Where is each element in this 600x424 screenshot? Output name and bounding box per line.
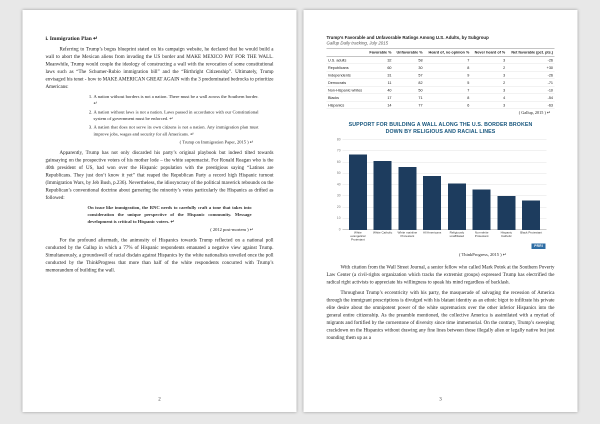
x-axis-label: White mainline Protestant: [397, 231, 418, 238]
table-cell: 32: [366, 56, 393, 64]
table-row: [327, 101, 555, 109]
table-column-header: Net favorable (pct. pts.): [507, 49, 555, 57]
bar-5: [448, 184, 466, 230]
list-item-1: 1. A nation without borders is not a nation. There must be a wall across the Southern border. ↵: [94, 94, 259, 107]
bar-4: [423, 176, 441, 230]
section-heading: i. Immigration Plan ↵: [45, 35, 98, 42]
table-cell: 58: [393, 56, 424, 64]
y-axis-label: 20: [336, 205, 341, 209]
table-cell: 3: [471, 101, 507, 109]
table-row-label: Non-Hispanic whites: [327, 86, 367, 94]
table-column-header: Never heard of %: [471, 49, 507, 57]
table-row: [327, 86, 555, 94]
table-cell: 7: [424, 56, 471, 64]
table-cell: 7: [424, 86, 471, 94]
table-cell: 60: [366, 64, 393, 72]
chart-plot-area: [336, 137, 547, 232]
table-cell: 2: [471, 64, 507, 72]
paragraph-gallup-poll: For the profound aftermath, the animosity of Hispanics towards Trump reflected on a national poll conducted by the Gallup in which a 77% of Hispanic respondents emanated a negative view against Trump. Simultaneously, a groundswell of racial disdain against Hispanics by the white nationalists unveiled once the poll conducted by the ThinkProgress that more than half of the white respondents concurred with Trump’s memorandum of building the wall.: [45, 237, 274, 274]
y-axis-label: 30: [336, 194, 341, 198]
table-column-header: Favorable %: [366, 49, 393, 57]
chart-x-axis-labels: [343, 231, 547, 241]
table-row-label: Hispanics: [327, 101, 367, 109]
bar-2: [374, 161, 392, 230]
x-axis-label: Religiously unaffiliated: [449, 231, 465, 238]
table-cell: 5: [424, 79, 471, 87]
table-cell: 11: [366, 79, 393, 87]
table-cell: -26: [507, 71, 555, 79]
table-cell: -63: [507, 101, 555, 109]
x-axis-label: White Catholic: [372, 231, 393, 235]
table-cell: -10: [507, 86, 555, 94]
table-row: [327, 79, 555, 87]
table-cell: 6: [424, 101, 471, 109]
chart-title: SUPPORT FOR BUILDING A WALL ALONG THE U.S. BORDER BROKEN DOWN BY RELIGIOUS AND RACIAL LINES: [348, 121, 533, 135]
table-cell: 57: [393, 71, 424, 79]
block-quote-rnc: On issue like immigration, the RNC needs to carefully craft a tone that takes into consideration the unique perspective of the Hispanic community. Message development is critical to Hispanic voters. ↵: [87, 205, 252, 224]
page-number-left: 2: [158, 396, 161, 402]
bar-1: [349, 154, 367, 229]
table-row-label: Democrats: [327, 79, 367, 87]
y-axis-label: 0: [338, 227, 341, 232]
table-cell: 3: [471, 71, 507, 79]
y-axis-label: 70: [336, 149, 341, 153]
table-row: [327, 56, 555, 64]
x-axis-label: White evangelical Protestant: [350, 231, 366, 242]
table-cell: 4: [471, 94, 507, 102]
table-row: [327, 64, 555, 72]
table-cell: 17: [366, 94, 393, 102]
table-column-header: Heard of, no opinion %: [424, 49, 471, 57]
poll-table-title-line1: Trump’s Favorable and Unfavorable Ratings Among U.S. Adults, by Subgroup: [326, 35, 489, 40]
bar-3: [398, 167, 416, 230]
list-item-2: 2. A nation without laws is not a nation. Laws passed in accordance with our Constitutional system of government must be enforced. ↵: [94, 109, 259, 122]
y-axis-label: 80: [336, 137, 341, 142]
table-cell: 30: [393, 64, 424, 72]
x-axis-label: Black Protestant: [520, 231, 543, 235]
table-cell: 3: [471, 56, 507, 64]
table-cell: 14: [366, 101, 393, 109]
y-axis-label: 10: [336, 216, 341, 221]
poll-table-title-line2: Gallup Daily tracking, July 2015: [326, 40, 389, 46]
poll-table-title: [327, 35, 555, 46]
table-cell: 9: [424, 71, 471, 79]
y-axis-label: 60: [336, 160, 341, 164]
table-cell: 82: [393, 79, 424, 87]
favorability-poll-table: [327, 48, 555, 109]
table-cell: 8: [424, 94, 471, 102]
chart-logo-row: [329, 244, 546, 250]
x-axis-label: Non-white Protestant: [474, 231, 489, 238]
table-row-label: Republicans: [327, 64, 367, 72]
y-axis-label: 50: [336, 171, 341, 176]
page-number-right: 3: [439, 396, 442, 402]
table-row: [327, 71, 555, 79]
paragraph-campaign-blueprint: Referring to Trump’s bogus blueprint stated on his campaign website, he declared that he would build a wall to abort the Mexican aliens from invading the US border and MAKE MEXICO PAY FOR THE WALL. Meanwhile, Trump would couple the ideology of constructing a wall with the revocation of some constitutional laws such as “The Schumer-Rubio immigration bill” and the “Birthright Citizenship”. Ultimately, Trump envisaged his tenet - how to MAKE AMERICAN GREAT AGAIN with the 3 predominated bedrocks to prioritize Americans:: [45, 46, 274, 90]
table-cell: 3: [471, 86, 507, 94]
chart-source-logo: PRRI: [532, 244, 546, 250]
table-row-label: Independents: [327, 71, 367, 79]
paragraph-wsj: With citation from the Wall Street Journal, a senior fellow who called Mark Potok at the Southern Poverty Law Center (a civil-rights organization which tracks the extremist groups) expressed Trump has electrified the radical right activists to appreciate his willingness to speak his mind regardless of backlash.: [326, 264, 555, 286]
citation-immigration-paper: ( Trump on Immigration Paper, 2015 ) ↵: [179, 139, 254, 145]
wall-support-bar-chart: [329, 122, 553, 249]
table-cell: 2: [471, 79, 507, 87]
table-cell: 31: [366, 71, 393, 79]
x-axis-label: Hispanic Catholic: [500, 231, 513, 238]
immigration-principles-list: [88, 94, 259, 138]
table-row: [327, 94, 555, 102]
table-column-header: Unfavorable %: [393, 49, 424, 57]
table-header-row: [327, 49, 555, 57]
paragraph-eccentricity: Throughout Trump’s eccentricity with his party, the masquerade of salvaging the recession of America through the immigrant prescriptions is divulged with his blatant identity as an ethnic bigot to infiltrate his private elite desire about the omnipotent power of the white supremacists over the other inferior Hispanics into the general entire citizenship. As the preamble mentioned, the collective America is assimilated with a myriad of migrants and fortified by the cornerstone of diversity since time immemorial. On the contrary, Trump’s sweeping crackdown on the Hispanics without drawing any fine lines between those illegally alien or legally native but just rounding them up as a: [326, 290, 555, 341]
table-cell: -26: [507, 56, 555, 64]
table-cell: 40: [366, 86, 393, 94]
table-cell: 50: [393, 86, 424, 94]
table-cell: 71: [393, 94, 424, 102]
table-cell: 8: [424, 64, 471, 72]
bar-7: [497, 196, 515, 230]
table-cell: 77: [393, 101, 424, 109]
table-cell: +30: [507, 64, 555, 72]
table-column-header: [327, 49, 367, 57]
citation-gallup: ( Gallup, 2015 ) ↵: [518, 110, 551, 116]
bar-6: [473, 189, 491, 230]
bar-8: [522, 201, 540, 230]
table-cell: -71: [507, 79, 555, 87]
citation-thinkprogress: ( ThinkProgress, 2015 ) ↵: [458, 252, 507, 258]
list-item-3: 3. A nation that does not serve its own citizens is not a nation. Any immigration plan must improve jobs, wages and security for all Americans. ↵: [94, 124, 259, 137]
citation-post-mortem: ( 2012 post-mortem ) ↵: [210, 227, 254, 233]
x-axis-label: All Americans: [423, 231, 442, 235]
table-row-label: U.S. adults: [327, 56, 367, 64]
chart-bars: [343, 140, 547, 230]
table-cell: -54: [507, 94, 555, 102]
page-3: [304, 10, 578, 412]
paragraph-playbook: Apparently, Trump has not only discarded his party’s original playbook but indeed tilted towards gainsaying on the prospective voters of his mother lode – the white supremacist. For Ronald Reagan who is the 40th president of US, had won over the Hispanic population with the prestigious saying “Latinos are Republicans. They just don’t know it yet” that reaped the Republican Party a record high Hispanic turnout (Immigration Wars, by Jeb Bush, p.236). Nevertheless, the idiosyncrasy of the political maverick rebounds on the Republican’s conventional doctrine about garnering the minority’s votes particularly the Hispanics as drifted as followed:: [45, 150, 274, 201]
table-row-label: Blacks: [327, 94, 367, 102]
y-axis-label: 40: [336, 182, 341, 187]
page-2: [23, 10, 297, 412]
